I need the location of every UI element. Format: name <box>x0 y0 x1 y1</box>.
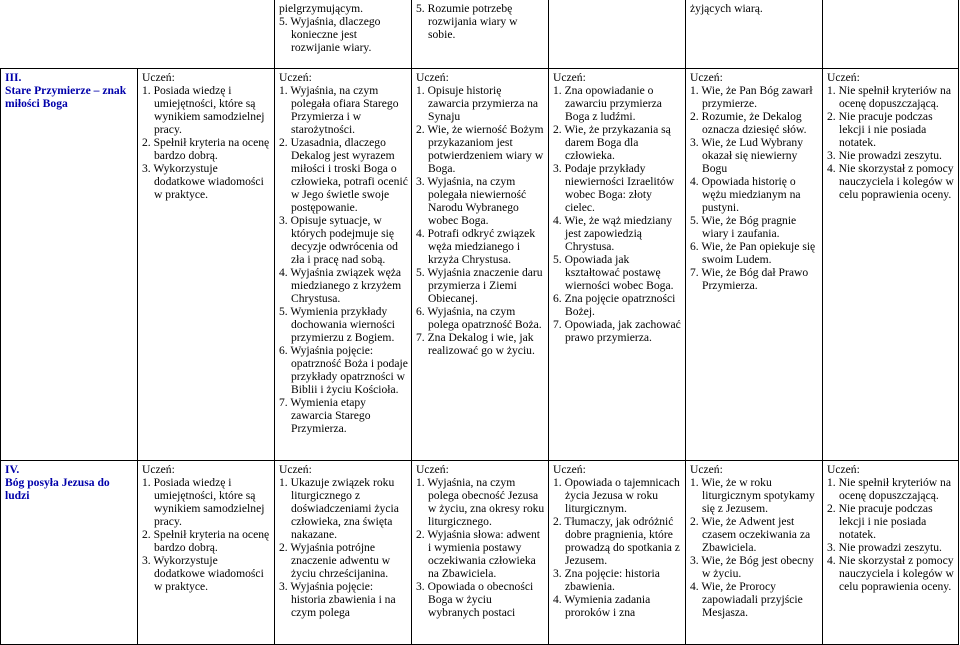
criterion: 1. Posiada wiedzę i umiejętności, które są wynikiem samodzielnej pracy. <box>142 475 265 528</box>
criterion: 7. Wymienia etapy zawarcia Starego Przymierza. <box>279 395 371 435</box>
cell-text: 5. Wyjaśnia, dlaczego konieczne jest rozwijanie wiary. <box>279 15 381 54</box>
criterion: 5. Opowiada jak kształtować postawę wierności wobec Boga. <box>553 252 674 292</box>
criterion: 4. Wie, że Prorocy zapowiadali przyjście Mesjasza. <box>690 579 803 619</box>
cell-header: Uczeń: <box>827 70 860 84</box>
criterion: 2. Wyjaśnia potrójne znaczenie adwentu w życiu chrześcijanina. <box>279 540 391 580</box>
cell-header: Uczeń: <box>553 70 586 84</box>
cell-text: pielgrzymującym. <box>279 2 364 15</box>
criterion: 7. Wie, że Bóg dał Prawo Przymierza. <box>690 265 809 292</box>
criteria-cell <box>823 460 959 644</box>
criterion: 3. Wie, że Lud Wybrany okazał się niewierny Bogu <box>690 135 804 175</box>
section-title: Bóg posyła Jezusa do ludzi <box>5 475 110 502</box>
criteria-cell <box>823 68 959 460</box>
criterion: 1. Posiada wiedzę i umiejętności, które są wynikiem samodzielnej pracy. <box>142 83 265 136</box>
criterion: 6. Wyjaśnia pojęcie: opatrzność Boża i podaje przykłady opatrzności w Biblii i życiu Kościoła. <box>279 343 408 396</box>
criterion: 2. Wie, że przykazania są darem Boga dla człowieka. <box>553 122 671 162</box>
criterion: 4. Opowiada historię o wężu miedzianym na pustyni. <box>690 174 801 214</box>
criterion: 7. Zna Dekalog i wie, jak realizować go w życiu. <box>416 330 535 357</box>
criterion: 6. Wie, że Pan opiekuje się swoim Ludem. <box>690 239 816 266</box>
cell-header: Uczeń: <box>416 70 449 84</box>
criterion: 6. Wyjaśnia, na czym polega opatrzność Boża. <box>416 304 542 331</box>
continuation-cell-d <box>412 0 549 68</box>
criterion: 3. Wyjaśnia, na czym polegała niewierność Narodu Wybranego wobec Boga. <box>416 174 527 227</box>
criterion: 3. Opisuje sytuacje, w których podejmuje się decyzje odwrócenia od zła i pracę nad sobą. <box>279 213 398 266</box>
criterion: 3. Wykorzystuje dodatkowe wiadomości w praktyce. <box>142 161 264 201</box>
section-number: IV. <box>5 462 20 476</box>
cell-header: Uczeń: <box>827 462 860 476</box>
criterion: 1. Opowiada o tajemnicach życia Jezusa w roku liturgicznym. <box>553 475 680 515</box>
criteria-cell <box>412 68 549 460</box>
cell-header: Uczeń: <box>416 462 449 476</box>
empty-cell <box>1 0 138 68</box>
criterion: 2. Wie, że Adwent jest czasem oczekiwania za Zbawiciela. <box>690 514 811 554</box>
criterion: 3. Wyjaśnia pojęcie: historia zbawienia i na czym polega <box>279 579 396 619</box>
criteria-cell <box>138 68 275 460</box>
criterion: 1. Wie, że w roku liturgicznym spotykamy się z Jezusem. <box>690 475 815 515</box>
criteria-cell <box>275 460 412 644</box>
criterion: 1. Zna opowiadanie o zawarciu przymierza Boga z ludźmi. <box>553 83 662 123</box>
criterion: 4. Wie, że wąż miedziany jest zapowiedzią Chrystusa. <box>553 213 673 253</box>
criterion: 4. Potrafi odkryć związek węża miedzianego i krzyża Chrystusa. <box>416 226 536 266</box>
criterion: 2. Tłumaczy, jak odróżnić dobre pragnienia, które prowadzą do spotkania z Jezusem. <box>553 514 680 567</box>
continuation-cell-f <box>686 0 823 68</box>
criteria-cell <box>686 460 823 644</box>
criterion: 1. Wyjaśnia, na czym polega obecność Jezusa w życiu, zna okresy roku liturgicznego. <box>416 475 545 528</box>
cell-header: Uczeń: <box>279 462 312 476</box>
criterion: 3. Nie prowadzi zeszytu. <box>827 148 942 162</box>
criterion: 4. Wymienia zadania proroków i zna <box>553 592 651 619</box>
criterion: 3. Opowiada o obecności Boga w życiu wybranych postaci <box>416 579 534 619</box>
criterion: 1. Wie, że Pan Bóg zawarł przymierze. <box>690 83 813 110</box>
criteria-cell <box>549 68 686 460</box>
criterion: 5. Wymienia przykłady dochowania wierności przymierzu z Bogiem. <box>279 304 395 344</box>
continuation-row <box>1 0 959 68</box>
criteria-cell <box>412 460 549 644</box>
criterion: 2. Nie pracuje podczas lekcji i nie posiada notatek. <box>827 109 933 149</box>
cell-header: Uczeń: <box>142 462 175 476</box>
section-row-iv <box>1 460 959 644</box>
section-number: III. <box>5 70 22 84</box>
criterion: 2. Spełnił kryteria na ocenę bardzo dobrą. <box>142 135 270 162</box>
cell-header: Uczeń: <box>690 462 723 476</box>
section-title: Stare Przymierze – znak miłości Boga <box>5 83 127 110</box>
cell-text: żyjących wiarą. <box>690 2 763 15</box>
criterion: 3. Wykorzystuje dodatkowe wiadomości w praktyce. <box>142 553 264 593</box>
criterion: 2. Rozumie, że Dekalog oznacza dziesięć słów. <box>690 109 807 136</box>
continuation-cell-e <box>549 0 686 68</box>
criterion: 6. Zna pojęcie opatrzności Bożej. <box>553 291 676 318</box>
criterion: 4. Nie skorzystał z pomocy nauczyciela i kolegów w celu poprawienia oceny. <box>827 553 954 593</box>
criterion: 3. Zna pojęcie: historia zbawienia. <box>553 566 660 593</box>
criterion: 1. Nie spełnił kryteriów na ocenę dopuszczającą. <box>827 475 951 502</box>
criterion: 5. Wyjaśnia znaczenie daru przymierza i Ziemi Obiecanej. <box>416 265 543 305</box>
criterion: 2. Wie, że wierność Bożym przykazaniom jest potwierdzeniem wiary w Boga. <box>416 122 544 175</box>
criterion: 1. Nie spełnił kryteriów na ocenę dopuszczającą. <box>827 83 951 110</box>
criteria-cell <box>686 68 823 460</box>
criterion: 5. Wie, że Bóg pragnie wiary i zaufania. <box>690 213 797 240</box>
empty-cell <box>138 0 275 68</box>
criterion: 2. Uzasadnia, dlaczego Dekalog jest wyrazem miłości i troski Boga o człowieka, potrafi ocenić w Jego świetle swoje postępowanie. <box>279 135 408 214</box>
criteria-cell <box>138 460 275 644</box>
criterion: 7. Opowiada, jak zachować prawo przymierza. <box>553 317 681 344</box>
cell-header: Uczeń: <box>553 462 586 476</box>
criterion: 1. Opisuje historię zawarcia przymierza na Synaju <box>416 83 539 123</box>
section-row-iii <box>1 68 959 460</box>
continuation-cell-g <box>823 0 959 68</box>
criterion: 4. Wyjaśnia związek węża miedzianego z krzyżem Chrystusa. <box>279 265 402 305</box>
criterion: 2. Wyjaśnia słowa: adwent i wymienia postawy oczekiwania człowieka na Zbawiciela. <box>416 527 541 580</box>
section-label-iv <box>1 460 138 644</box>
criterion: 3. Podaje przykłady niewierności Izraelitów wobec Boga: złoty cielec. <box>553 161 675 214</box>
criterion: 1. Wyjaśnia, na czym polegała ofiara Starego Przymierza i w starożytności. <box>279 83 399 136</box>
criterion: 2. Nie pracuje podczas lekcji i nie posiada notatek. <box>827 501 933 541</box>
criterion: 3. Nie prowadzi zeszytu. <box>827 540 942 554</box>
continuation-cell-c <box>275 0 412 68</box>
cell-text: 5. Rozumie potrzebę rozwijania wiary w sobie. <box>416 2 518 41</box>
cell-header: Uczeń: <box>690 70 723 84</box>
cell-header: Uczeń: <box>142 70 175 84</box>
criterion: 1. Ukazuje związek roku liturgicznego z doświadczeniami życia człowieka, zna święta nakazane. <box>279 475 399 541</box>
criterion: 2. Spełnił kryteria na ocenę bardzo dobrą. <box>142 527 270 554</box>
cell-header: Uczeń: <box>279 70 312 84</box>
criteria-cell <box>549 460 686 644</box>
criterion: 3. Wie, że Bóg jest obecny w życiu. <box>690 553 814 580</box>
section-label-iii <box>1 68 138 460</box>
criterion: 4. Nie skorzystał z pomocy nauczyciela i kolegów w celu poprawienia oceny. <box>827 161 954 201</box>
criteria-cell <box>275 68 412 460</box>
